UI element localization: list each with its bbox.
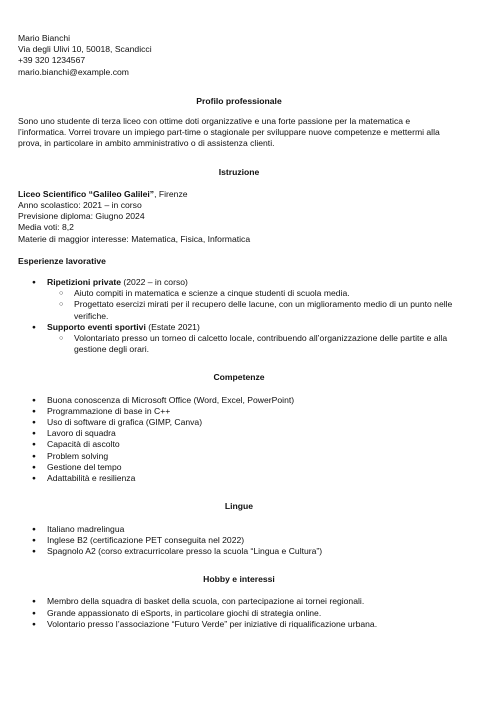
contact-phone: +39 320 1234567 (18, 55, 86, 66)
experience-heading: Esperienze lavorative (18, 255, 106, 266)
skill-item: ● Programmazione di base in C++ (18, 406, 460, 417)
education-grade: Media voti: 8,2 (18, 222, 74, 233)
hobby-item: ● Volontario presso l’associazione “Futuro Verde” per iniziative di riqualificazione urbana. (18, 619, 460, 630)
contact-name: Mario Bianchi (18, 33, 71, 43)
education-school: Liceo Scientifico “Galileo Galilei” (18, 188, 155, 199)
profile-heading: Profilo professionale (196, 95, 282, 106)
education-subjects: Materie di maggior interesse: Matematica, Fisica, Informatica (18, 233, 251, 244)
experience-list (18, 277, 460, 288)
education-heading: Istruzione (218, 166, 260, 177)
education-year: Anno scolastico: 2021 – in corso (18, 200, 142, 211)
experience-role: Supporto eventi sportivi (47, 321, 146, 332)
languages-heading: Lingue (224, 501, 254, 512)
experience-detail: ○ Volontariato presso un torneo di calcetto locale, contribuendo all’organizzazione delle partite e alla gestione degli orari. (52, 333, 460, 355)
profile-text: Sono uno studente di terza liceo con ottime doti organizzative e una forte passione per la matematica e l’informatica. Vorrei trovare un impiego part-time o stagionale per sviluppare nuove competenze e mettermi alla prova, in particolare in ambito amministrativo o di assistenza clienti. (18, 116, 440, 149)
experience-detail: ○ Aiuto compiti in matematica e scienze a cinque studenti di scuola media. (52, 288, 460, 299)
experience-list (18, 322, 460, 333)
experience-detail: ○ Progettato esercizi mirati per il recupero delle lacune, con un miglioramento medio di un punto nelle verifiche. (52, 299, 460, 321)
skills-list (18, 395, 460, 485)
contact-email: mario.bianchi@example.com (18, 66, 129, 77)
skill-item: ● Buona conoscenza di Microsoft Office (Word, Excel, PowerPoint) (18, 395, 460, 406)
experience-role: Ripetizioni private (47, 277, 122, 288)
skill-item: ● Lavoro di squadra (18, 428, 460, 439)
language-item: ● Spagnolo A2 (corso extracurricolare presso la scuola “Lingua e Cultura”) (18, 546, 460, 557)
experience-details (24, 288, 460, 322)
hobby-item: ● Membro della squadra di basket della scuola, con partecipazione ai tornei regionali. (18, 596, 460, 607)
education-city: , Firenze (154, 188, 188, 199)
skill-item: ● Uso di software di grafica (GIMP, Canva) (18, 417, 460, 428)
education-school-line (18, 189, 460, 200)
experience-details (24, 333, 460, 355)
experience-item (18, 277, 460, 288)
skill-item: ● Adattabilità e resilienza (18, 473, 460, 484)
language-item: ● Inglese B2 (certificazione PET conseguita nel 2022) (18, 535, 460, 546)
contact-block (18, 33, 460, 78)
hobbies-list (18, 596, 460, 630)
experience-period: (2022 – in corso) (121, 277, 188, 288)
language-item: ● Italiano madrelingua (18, 524, 460, 535)
education-block (18, 189, 460, 245)
experience-item (18, 322, 460, 333)
skill-item: ● Gestione del tempo (18, 462, 460, 473)
hobby-item: ● Grande appassionato di eSports, in particolare giochi di strategia online. (18, 608, 460, 619)
languages-list (18, 524, 460, 558)
skill-item: ● Capacità di ascolto (18, 439, 460, 450)
skill-item: ● Problem solving (18, 451, 460, 462)
hobbies-heading: Hobby e interessi (203, 574, 275, 585)
contact-address: Via degli Ulivi 10, 50018, Scandicci (18, 44, 152, 55)
experience-period: (Estate 2021) (145, 321, 200, 332)
skills-heading: Competenze (213, 372, 265, 383)
education-diploma: Previsione diploma: Giugno 2024 (18, 211, 145, 222)
